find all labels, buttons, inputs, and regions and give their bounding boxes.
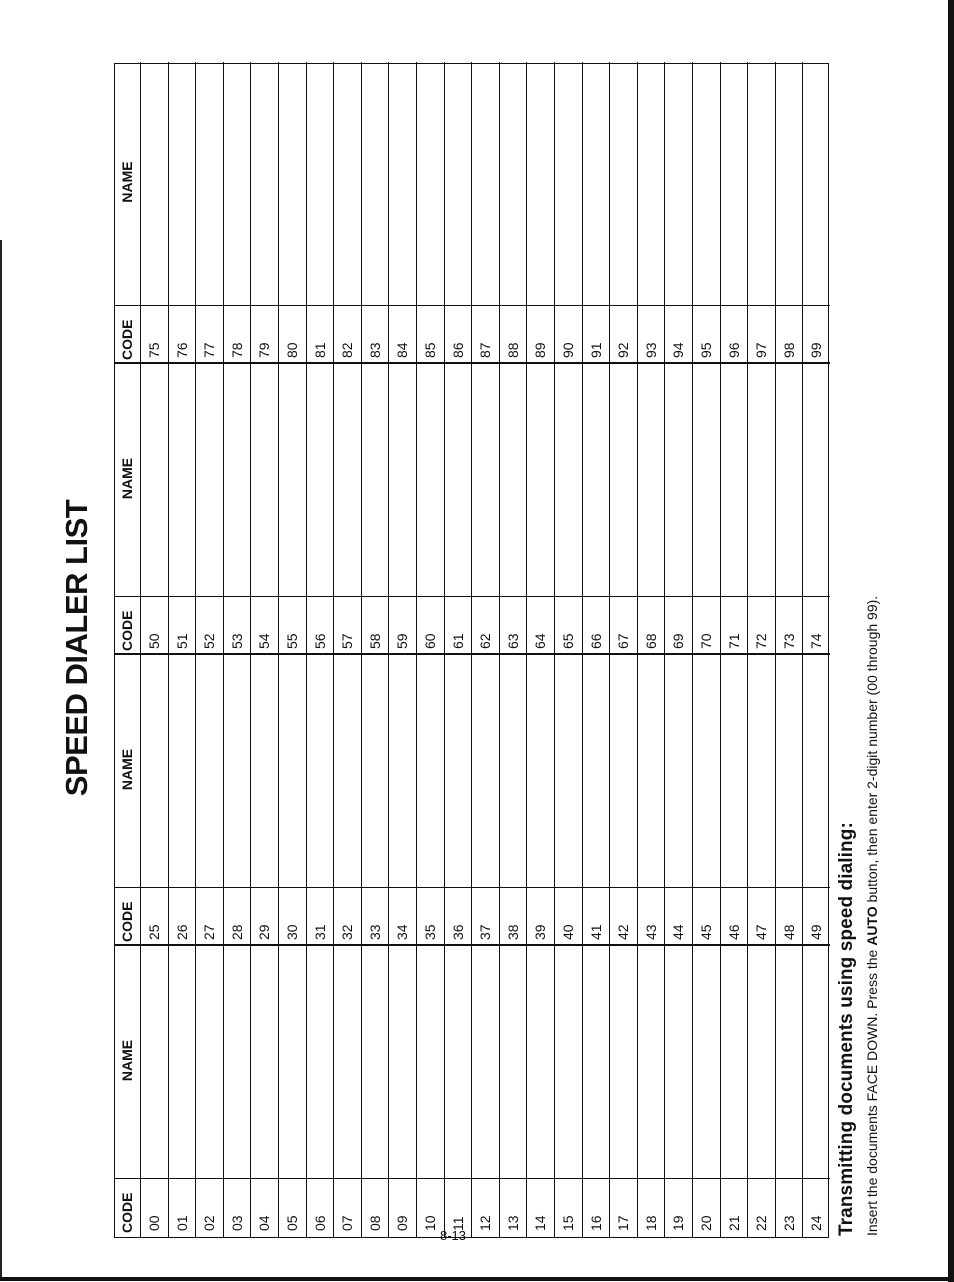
speed-dial-name-field[interactable] xyxy=(140,946,168,1179)
page-title: SPEED DIALER LIST xyxy=(59,499,94,797)
speed-dial-name-field[interactable] xyxy=(526,62,554,306)
speed-dial-code: 00 xyxy=(146,1215,162,1231)
speed-dial-code: 33 xyxy=(366,924,383,940)
row-divider xyxy=(637,62,638,1237)
speed-dial-code: 48 xyxy=(780,924,797,940)
speed-dial-name-field[interactable] xyxy=(637,364,665,597)
speed-dial-name-field[interactable] xyxy=(306,655,334,888)
speed-dial-name-field[interactable] xyxy=(361,946,389,1179)
speed-dial-name-field[interactable] xyxy=(140,62,168,306)
speed-dial-code: 42 xyxy=(615,924,632,940)
speed-dial-name-field[interactable] xyxy=(720,364,748,597)
speed-dial-code: 07 xyxy=(339,1215,356,1231)
row-divider xyxy=(720,62,721,1237)
speed-dial-name-field[interactable] xyxy=(471,364,499,597)
speed-dial-code: 08 xyxy=(366,1215,383,1231)
speed-dial-code: 70 xyxy=(698,633,714,649)
speed-dial-code: 69 xyxy=(670,633,687,649)
speed-dial-name-field[interactable] xyxy=(333,62,361,306)
speed-dial-name-field[interactable] xyxy=(775,62,803,306)
speed-dial-name-field[interactable] xyxy=(775,946,803,1179)
speed-dial-name-field[interactable] xyxy=(554,62,582,306)
speed-dial-name-field[interactable] xyxy=(333,946,361,1179)
speed-dial-name-field[interactable] xyxy=(637,946,665,1179)
speed-dial-name-field[interactable] xyxy=(692,364,720,597)
speed-dial-name-field[interactable] xyxy=(720,62,748,306)
speed-dial-name-field[interactable] xyxy=(168,62,196,306)
speed-dial-name-field[interactable] xyxy=(582,946,610,1179)
speed-dial-name-field[interactable] xyxy=(664,62,692,306)
speed-dial-name-field[interactable] xyxy=(361,364,389,597)
speed-dial-code: 29 xyxy=(256,924,273,940)
speed-dial-name-field[interactable] xyxy=(361,655,389,888)
speed-dial-code: 58 xyxy=(366,633,383,649)
speed-dial-name-field[interactable] xyxy=(802,62,830,306)
row-divider xyxy=(140,62,141,1237)
speed-dial-code: 25 xyxy=(146,924,162,940)
name-header: NAME xyxy=(119,1039,135,1082)
speed-dial-name-field[interactable] xyxy=(692,946,720,1179)
code-header: CODE xyxy=(119,901,135,942)
speed-dial-name-field[interactable] xyxy=(637,655,665,888)
speed-dial-name-field[interactable] xyxy=(554,655,582,888)
code-header: CODE xyxy=(119,1192,135,1233)
speed-dial-name-field[interactable] xyxy=(140,655,168,888)
row-divider xyxy=(278,62,279,1237)
speed-dial-name-field[interactable] xyxy=(637,62,665,306)
speed-dial-name-field[interactable] xyxy=(609,655,637,888)
speed-dial-code: 01 xyxy=(173,1215,190,1231)
speed-dial-name-field[interactable] xyxy=(416,655,444,888)
speed-dial-code: 54 xyxy=(256,633,273,649)
speed-dial-name-field[interactable] xyxy=(333,655,361,888)
speed-dial-code: 31 xyxy=(311,924,328,940)
speed-dial-name-field[interactable] xyxy=(692,62,720,306)
speed-dial-name-field[interactable] xyxy=(388,946,416,1179)
speed-dial-code: 03 xyxy=(228,1215,245,1231)
speed-dial-code: 51 xyxy=(173,633,190,649)
speed-dial-name-field[interactable] xyxy=(802,655,830,888)
speed-dial-code: 37 xyxy=(477,924,494,940)
speed-dial-code: 82 xyxy=(339,342,356,358)
speed-dial-name-field[interactable] xyxy=(802,946,830,1179)
speed-dial-name-field[interactable] xyxy=(802,364,830,597)
speed-dial-code: 45 xyxy=(698,924,714,940)
row-divider xyxy=(223,62,224,1237)
speed-dial-code: 26 xyxy=(173,924,190,940)
row-divider xyxy=(388,62,389,1237)
speed-dial-name-field[interactable] xyxy=(140,364,168,597)
speed-dial-code: 99 xyxy=(808,342,825,358)
speed-dial-code: 09 xyxy=(394,1215,411,1231)
speed-dial-name-field[interactable] xyxy=(306,62,334,306)
speed-dial-name-field[interactable] xyxy=(499,655,527,888)
speed-dial-code: 76 xyxy=(173,342,190,358)
name-header: NAME xyxy=(119,748,135,791)
speed-dial-name-field[interactable] xyxy=(278,364,306,597)
page-number: 8-13 xyxy=(440,1228,467,1243)
speed-dial-name-field[interactable] xyxy=(416,946,444,1179)
instruction-pre: Insert the documents FACE DOWN. Press the xyxy=(864,945,880,1236)
speed-dial-code: 72 xyxy=(753,633,770,649)
section-heading: Transmitting documents using speed dialing: xyxy=(836,822,857,1236)
speed-dial-name-field[interactable] xyxy=(582,62,610,306)
speed-dial-code: 74 xyxy=(808,633,825,649)
speed-dial-code: 22 xyxy=(753,1215,770,1231)
speed-dial-name-field[interactable] xyxy=(499,62,527,306)
speed-dial-name-field[interactable] xyxy=(582,364,610,597)
speed-dial-code: 19 xyxy=(670,1215,687,1231)
scan-edge-right xyxy=(948,0,954,1282)
instruction-text xyxy=(864,596,880,1236)
row-divider xyxy=(195,62,196,1237)
speed-dial-code: 41 xyxy=(587,924,604,940)
speed-dial-name-field[interactable] xyxy=(416,62,444,306)
speed-dial-name-field[interactable] xyxy=(306,946,334,1179)
speed-dial-code: 10 xyxy=(422,1215,438,1231)
speed-dial-code: 63 xyxy=(504,633,521,649)
speed-dial-name-field[interactable] xyxy=(168,655,196,888)
speed-dial-name-field[interactable] xyxy=(333,364,361,597)
speed-dial-code: 40 xyxy=(560,924,576,940)
speed-dial-code: 57 xyxy=(339,633,356,649)
speed-dial-name-field[interactable] xyxy=(609,62,637,306)
instructions-block xyxy=(836,536,906,1236)
speed-dial-name-field[interactable] xyxy=(692,655,720,888)
speed-dial-code: 47 xyxy=(753,924,770,940)
speed-dial-code: 44 xyxy=(670,924,687,940)
speed-dialer-table xyxy=(114,63,829,1238)
speed-dial-code: 12 xyxy=(477,1215,494,1231)
speed-dial-name-field[interactable] xyxy=(416,364,444,597)
speed-dial-name-field[interactable] xyxy=(471,62,499,306)
speed-dial-code: 11 xyxy=(449,1216,466,1231)
speed-dial-code: 97 xyxy=(753,342,770,358)
speed-dial-code: 38 xyxy=(504,924,521,940)
speed-dial-name-field[interactable] xyxy=(278,655,306,888)
speed-dial-name-field[interactable] xyxy=(747,62,775,306)
speed-dial-code: 91 xyxy=(587,342,604,358)
speed-dial-name-field[interactable] xyxy=(223,62,251,306)
speed-dial-name-field[interactable] xyxy=(444,62,472,306)
speed-dial-code: 93 xyxy=(642,342,659,358)
speed-dial-code: 59 xyxy=(394,633,411,649)
speed-dial-code: 17 xyxy=(615,1215,632,1231)
speed-dial-code: 92 xyxy=(615,342,632,358)
speed-dial-name-field[interactable] xyxy=(664,655,692,888)
speed-dial-code: 16 xyxy=(587,1215,604,1231)
speed-dial-code: 35 xyxy=(422,924,438,940)
speed-dial-name-field[interactable] xyxy=(775,364,803,597)
speed-dial-code: 86 xyxy=(449,342,466,358)
speed-dial-code: 55 xyxy=(284,633,300,649)
speed-dial-name-field[interactable] xyxy=(499,364,527,597)
speed-dial-code: 18 xyxy=(642,1215,659,1231)
speed-dial-name-field[interactable] xyxy=(250,655,278,888)
row-divider xyxy=(609,62,610,1237)
speed-dial-name-field[interactable] xyxy=(223,655,251,888)
speed-dial-name-field[interactable] xyxy=(250,946,278,1179)
speed-dial-name-field[interactable] xyxy=(526,946,554,1179)
speed-dial-name-field[interactable] xyxy=(168,946,196,1179)
row-divider xyxy=(747,62,748,1237)
code-header: CODE xyxy=(119,610,135,651)
speed-dial-code: 53 xyxy=(228,633,245,649)
speed-dial-code: 15 xyxy=(560,1215,576,1231)
speed-dial-code: 23 xyxy=(780,1215,797,1231)
speed-dial-name-field[interactable] xyxy=(471,655,499,888)
speed-dial-code: 30 xyxy=(284,924,300,940)
speed-dial-code: 49 xyxy=(808,924,825,940)
row-divider xyxy=(333,62,334,1237)
speed-dial-name-field[interactable] xyxy=(444,655,472,888)
speed-dial-name-field[interactable] xyxy=(388,62,416,306)
name-header: NAME xyxy=(119,161,135,203)
speed-dial-code: 67 xyxy=(615,633,632,649)
code-header: CODE xyxy=(119,319,135,360)
speed-dial-code: 05 xyxy=(284,1215,300,1231)
speed-dial-code: 71 xyxy=(725,633,742,649)
speed-dial-code: 89 xyxy=(532,342,549,358)
row-divider xyxy=(168,62,169,1237)
speed-dial-code: 90 xyxy=(560,342,576,358)
speed-dial-name-field[interactable] xyxy=(526,364,554,597)
speed-dial-code: 96 xyxy=(725,342,742,358)
speed-dial-code: 83 xyxy=(366,342,383,358)
speed-dial-code: 56 xyxy=(311,633,328,649)
speed-dial-name-field[interactable] xyxy=(388,364,416,597)
speed-dial-code: 95 xyxy=(698,342,714,358)
speed-dial-code: 73 xyxy=(780,633,797,649)
speed-dial-name-field[interactable] xyxy=(168,364,196,597)
row-divider xyxy=(582,62,583,1237)
instruction-post: button, then enter 2-digit number (00 through 99). xyxy=(864,595,880,907)
row-divider xyxy=(306,62,307,1237)
speed-dial-code: 79 xyxy=(256,342,273,358)
speed-dial-code: 62 xyxy=(477,633,494,649)
speed-dial-name-field[interactable] xyxy=(554,946,582,1179)
row-divider xyxy=(499,62,500,1237)
row-divider xyxy=(471,62,472,1237)
speed-dial-name-field[interactable] xyxy=(388,655,416,888)
speed-dial-name-field[interactable] xyxy=(609,364,637,597)
speed-dial-name-field[interactable] xyxy=(195,62,223,306)
speed-dial-code: 21 xyxy=(725,1215,742,1231)
name-header: NAME xyxy=(119,457,135,500)
row-divider xyxy=(664,62,665,1237)
scan-edge-left xyxy=(0,240,2,1280)
row-divider xyxy=(250,62,251,1237)
speed-dial-code: 02 xyxy=(201,1215,218,1231)
speed-dial-name-field[interactable] xyxy=(720,946,748,1179)
speed-dial-name-field[interactable] xyxy=(223,364,251,597)
speed-dial-name-field[interactable] xyxy=(250,62,278,306)
speed-dial-name-field[interactable] xyxy=(775,655,803,888)
speed-dial-code: 80 xyxy=(284,342,300,358)
row-divider xyxy=(416,62,417,1237)
speed-dial-name-field[interactable] xyxy=(554,364,582,597)
speed-dial-code: 46 xyxy=(725,924,742,940)
speed-dial-code: 85 xyxy=(422,342,438,358)
speed-dial-code: 66 xyxy=(587,633,604,649)
speed-dial-code: 60 xyxy=(422,633,438,649)
speed-dial-name-field[interactable] xyxy=(195,364,223,597)
speed-dial-name-field[interactable] xyxy=(223,946,251,1179)
speed-dial-name-field[interactable] xyxy=(609,946,637,1179)
speed-dial-name-field[interactable] xyxy=(471,946,499,1179)
row-divider xyxy=(361,62,362,1237)
speed-dial-name-field[interactable] xyxy=(444,946,472,1179)
speed-dial-code: 27 xyxy=(201,924,218,940)
row-divider xyxy=(554,62,555,1237)
speed-dial-name-field[interactable] xyxy=(361,62,389,306)
speed-dial-code: 20 xyxy=(698,1215,714,1231)
row-divider xyxy=(692,62,693,1237)
speed-dial-code: 06 xyxy=(311,1215,328,1231)
speed-dial-name-field[interactable] xyxy=(499,946,527,1179)
speed-dial-code: 34 xyxy=(394,924,411,940)
speed-dial-name-field[interactable] xyxy=(306,364,334,597)
speed-dial-code: 24 xyxy=(808,1215,825,1231)
speed-dial-code: 78 xyxy=(228,342,245,358)
speed-dial-code: 50 xyxy=(146,633,162,649)
row-divider xyxy=(775,62,776,1237)
speed-dial-name-field[interactable] xyxy=(195,655,223,888)
speed-dial-name-field[interactable] xyxy=(195,946,223,1179)
speed-dial-code: 98 xyxy=(780,342,797,358)
speed-dial-name-field[interactable] xyxy=(278,62,306,306)
speed-dial-code: 39 xyxy=(532,924,549,940)
rotated-content xyxy=(52,58,825,1238)
speed-dial-name-field[interactable] xyxy=(747,946,775,1179)
speed-dial-code: 88 xyxy=(504,342,521,358)
speed-dial-name-field[interactable] xyxy=(526,655,554,888)
speed-dial-name-field[interactable] xyxy=(278,946,306,1179)
row-divider xyxy=(444,62,445,1237)
speed-dial-code: 77 xyxy=(201,342,218,358)
speed-dial-code: 14 xyxy=(532,1215,549,1231)
speed-dial-name-field[interactable] xyxy=(444,364,472,597)
speed-dial-name-field[interactable] xyxy=(747,655,775,888)
speed-dial-code: 87 xyxy=(477,342,494,358)
row-divider xyxy=(526,62,527,1237)
instruction-bold: AUTO xyxy=(864,906,880,946)
scan-edge-bottom xyxy=(0,1277,954,1281)
speed-dial-name-field[interactable] xyxy=(747,364,775,597)
speed-dial-name-field[interactable] xyxy=(720,655,748,888)
speed-dial-code: 65 xyxy=(560,633,576,649)
speed-dial-code: 64 xyxy=(532,633,549,649)
speed-dial-code: 75 xyxy=(146,342,162,358)
speed-dial-code: 81 xyxy=(311,342,328,358)
row-divider xyxy=(802,62,803,1237)
speed-dial-code: 04 xyxy=(256,1215,273,1231)
speed-dial-name-field[interactable] xyxy=(664,364,692,597)
speed-dial-code: 43 xyxy=(642,924,659,940)
speed-dial-code: 84 xyxy=(394,342,411,358)
speed-dial-code: 36 xyxy=(449,924,466,940)
speed-dial-code: 52 xyxy=(201,633,218,649)
speed-dial-name-field[interactable] xyxy=(250,364,278,597)
speed-dial-name-field[interactable] xyxy=(664,946,692,1179)
speed-dial-code: 32 xyxy=(339,924,356,940)
speed-dial-code: 28 xyxy=(228,924,245,940)
speed-dial-code: 94 xyxy=(670,342,687,358)
speed-dial-code: 68 xyxy=(642,633,659,649)
speed-dial-code: 13 xyxy=(504,1215,521,1231)
speed-dial-code: 61 xyxy=(449,633,466,649)
speed-dial-name-field[interactable] xyxy=(582,655,610,888)
